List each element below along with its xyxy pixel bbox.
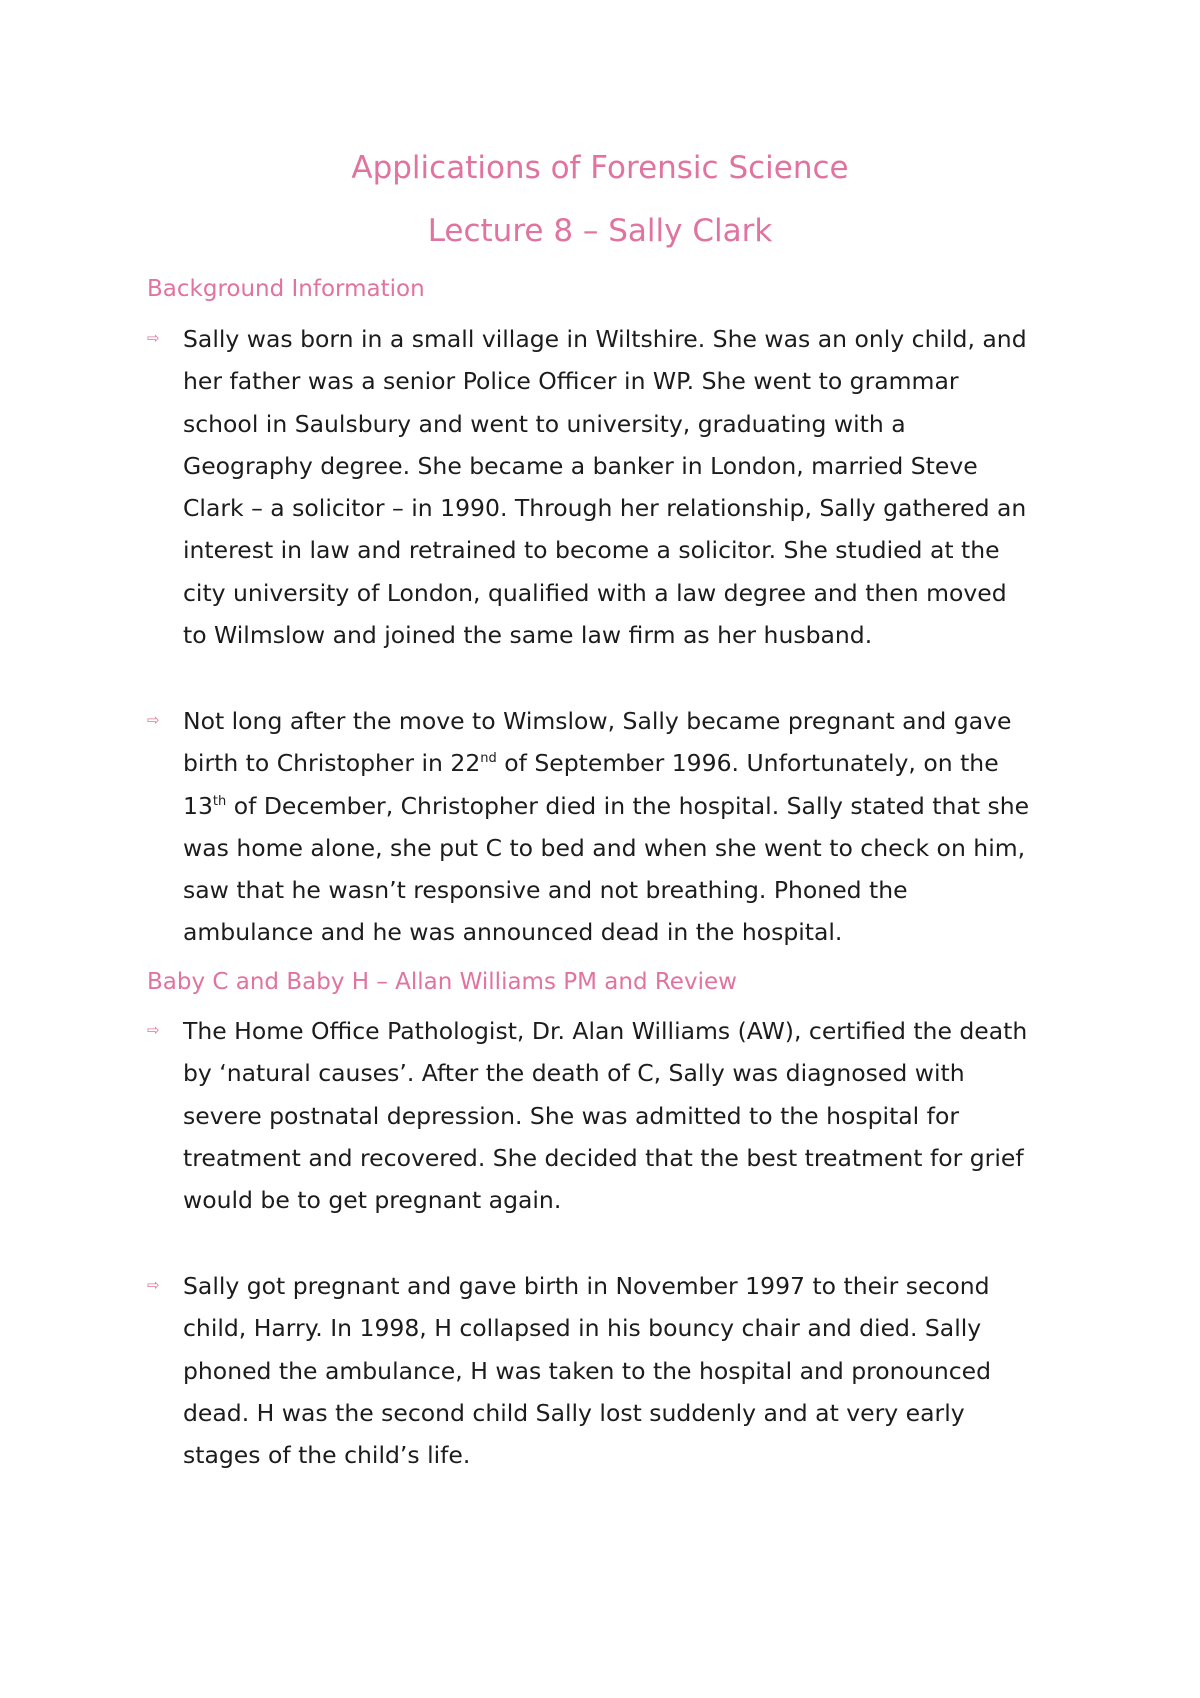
bullet-text [183, 1010, 1093, 1221]
text-line: would be to get pregnant again. [183, 1186, 562, 1215]
ordinal-suffix: nd [480, 751, 497, 767]
arrow-bullet-icon: ⇨ [147, 1021, 160, 1039]
arrow-bullet-icon: ⇨ [147, 329, 160, 347]
text-line: Geography degree. She became a banker in London, married Steve [183, 451, 978, 480]
text-line: her father was a senior Police Officer in WP. She went to grammar [183, 367, 959, 396]
document-title: Applications of Forensic Science [351, 150, 849, 186]
text-segment: 13 [183, 791, 213, 820]
text-line: saw that he wasn’t responsive and not breathing. Phoned the [183, 876, 908, 905]
text-line: dead. H was the second child Sally lost suddenly and at very early [183, 1398, 965, 1427]
text-line: ambulance and he was announced dead in the hospital. [183, 918, 843, 947]
text-line: interest in law and retrained to become a solicitor. She studied at the [183, 536, 1000, 565]
text-line: to Wilmslow and joined the same law firm as her husband. [183, 621, 873, 650]
text-segment: of September 1996. Unfortunately, on the [496, 749, 999, 778]
section-heading-background: Background Information [147, 276, 425, 302]
text-line: stages of the child’s life. [183, 1441, 471, 1470]
text-line: Clark – a solicitor – in 1990. Through her relationship, Sally gathered an [183, 494, 1027, 523]
text-line: city university of London, qualified with a law degree and then moved [183, 578, 1007, 607]
ordinal-suffix: th [212, 793, 227, 809]
text-line: treatment and recovered. She decided that the best treatment for grief [183, 1143, 1024, 1172]
bullet-text [183, 1265, 1093, 1476]
section-heading-baby-c-and-h: Baby C and Baby H – Allan Williams PM and Review [147, 969, 737, 995]
text-line: Sally was born in a small village in Wiltshire. She was an only child, and [183, 325, 1027, 353]
text-line: school in Saulsbury and went to university, graduating with a [183, 409, 906, 438]
text-line: by ‘natural causes’. After the death of C, Sally was diagnosed with [183, 1059, 965, 1088]
text-line: Not long after the move to Wimslow, Sally became pregnant and gave [183, 707, 1012, 735]
text-segment: birth to Christopher in 22 [183, 749, 481, 778]
text-line [183, 742, 1093, 784]
bullet-text [183, 318, 1093, 656]
text-line: The Home Office Pathologist, Dr. Alan Williams (AW), certified the death [183, 1017, 1028, 1045]
text-line: Sally got pregnant and gave birth in November 1997 to their second [183, 1272, 990, 1300]
arrow-bullet-icon: ⇨ [147, 1276, 160, 1294]
text-line [183, 785, 1093, 827]
text-line: child, Harry. In 1998, H collapsed in his bouncy chair and died. Sally [183, 1314, 982, 1343]
document-subtitle: Lecture 8 – Sally Clark [427, 213, 773, 249]
text-line: severe postnatal depression. She was admitted to the hospital for [183, 1101, 959, 1130]
text-line: phoned the ambulance, H was taken to the hospital and pronounced [183, 1356, 992, 1385]
bullet-text [183, 700, 1093, 954]
text-segment: of December, Christopher died in the hospital. Sally stated that she [226, 791, 1030, 820]
arrow-bullet-icon: ⇨ [147, 711, 160, 729]
text-line: was home alone, she put C to bed and when she went to check on him, [183, 833, 1026, 862]
